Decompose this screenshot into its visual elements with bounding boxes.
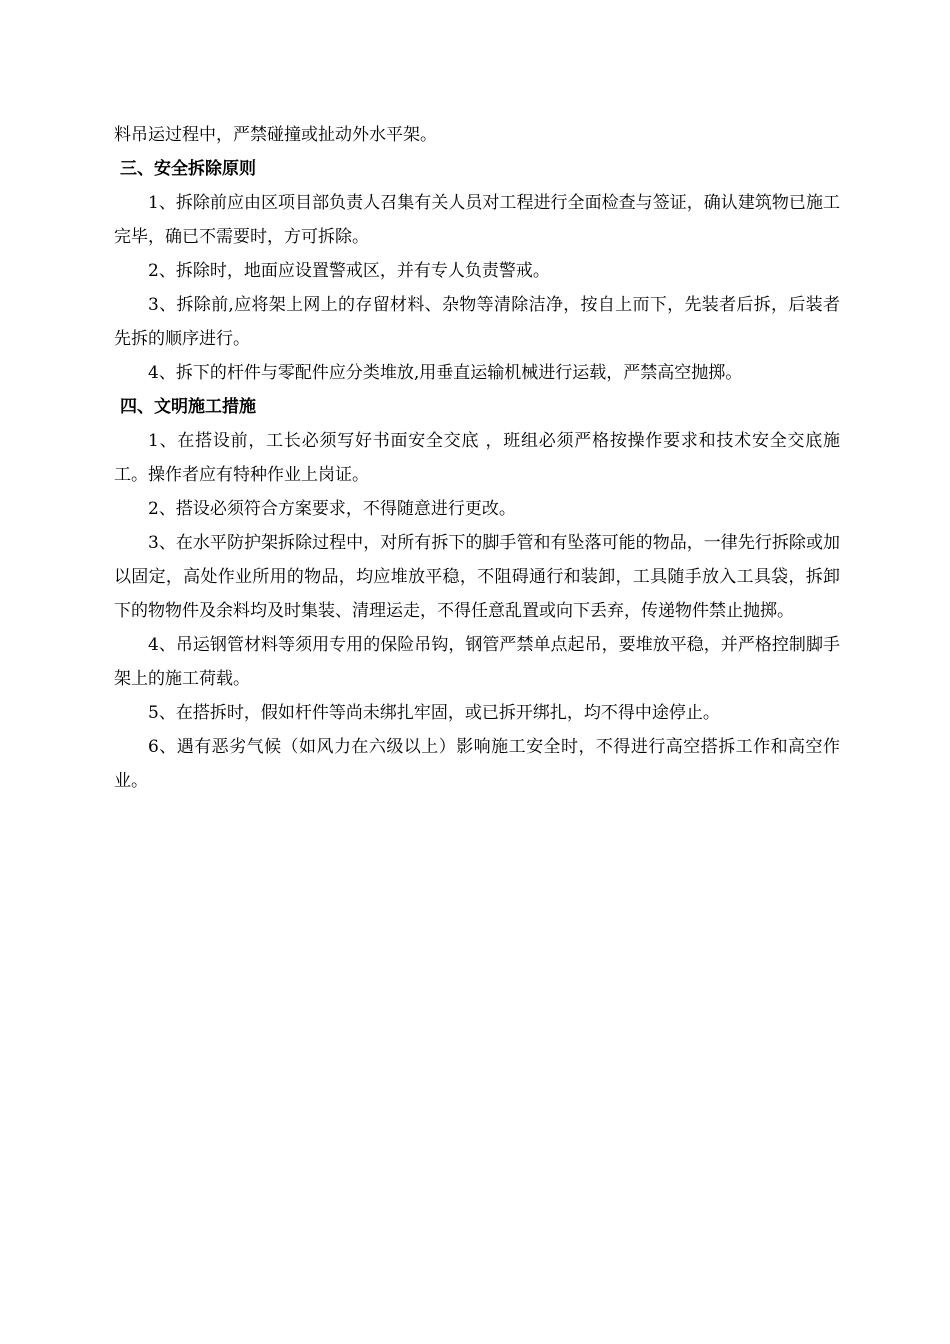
section-heading: 四、文明施工措施 (120, 397, 256, 417)
list-item: 3、在水平防护架拆除过程中，对所有拆下的脚手管和有坠落可能的物品，一律先行拆除或加以固定，高处作业所用的物品，均应堆放平稳，不阻碍通行和装卸，工具随手放入工具袋，拆卸下的物物件及余料均及时集装、清理运走，不得任意乱置或向下丢弃，传递物件禁止抛掷。 (114, 533, 840, 621)
continuation-paragraph: 料吊运过程中，严禁碰撞或扯动外水平架。 (114, 125, 437, 145)
list-item: 1、在搭设前，工长必须写好书面安全交底 ，班组必须严格按操作要求和技术安全交底施工。操作者应有特种作业上岗证。 (114, 431, 840, 485)
list-item: 4、吊运钢管材料等须用专用的保险吊钩，钢管严禁单点起吊，要堆放平稳，并严格控制脚手架上的施工荷载。 (114, 635, 840, 689)
list-item: 6、遇有恶劣气候（如风力在六级以上）影响施工安全时，不得进行高空搭拆工作和高空作业。 (114, 737, 840, 791)
document-page (114, 118, 840, 798)
list-item: 1、拆除前应由区项目部负责人召集有关人员对工程进行全面检查与签证，确认建筑物已施工完毕，确已不需要时，方可拆除。 (114, 193, 840, 247)
list-item: 4、拆下的杆件与零配件应分类堆放,用垂直运输机械进行运载，严禁高空抛掷。 (148, 363, 743, 383)
list-item: 2、搭设必须符合方案要求，不得随意进行更改。 (148, 499, 516, 519)
list-item: 2、拆除时，地面应设置警戒区，并有专人负责警戒。 (148, 261, 550, 281)
list-item: 5、在搭拆时，假如杆件等尚未绑扎牢固，或已拆开绑扎，均不得中途停止。 (148, 703, 720, 723)
section-heading: 三、安全拆除原则 (120, 159, 256, 179)
section-safety-dismantling (114, 152, 840, 390)
section-civilized-construction (114, 390, 840, 798)
list-item: 3、拆除前,应将架上网上的存留材料、杂物等清除洁净，按自上而下，先装者后拆，后装者先拆的顺序进行。 (114, 295, 840, 349)
